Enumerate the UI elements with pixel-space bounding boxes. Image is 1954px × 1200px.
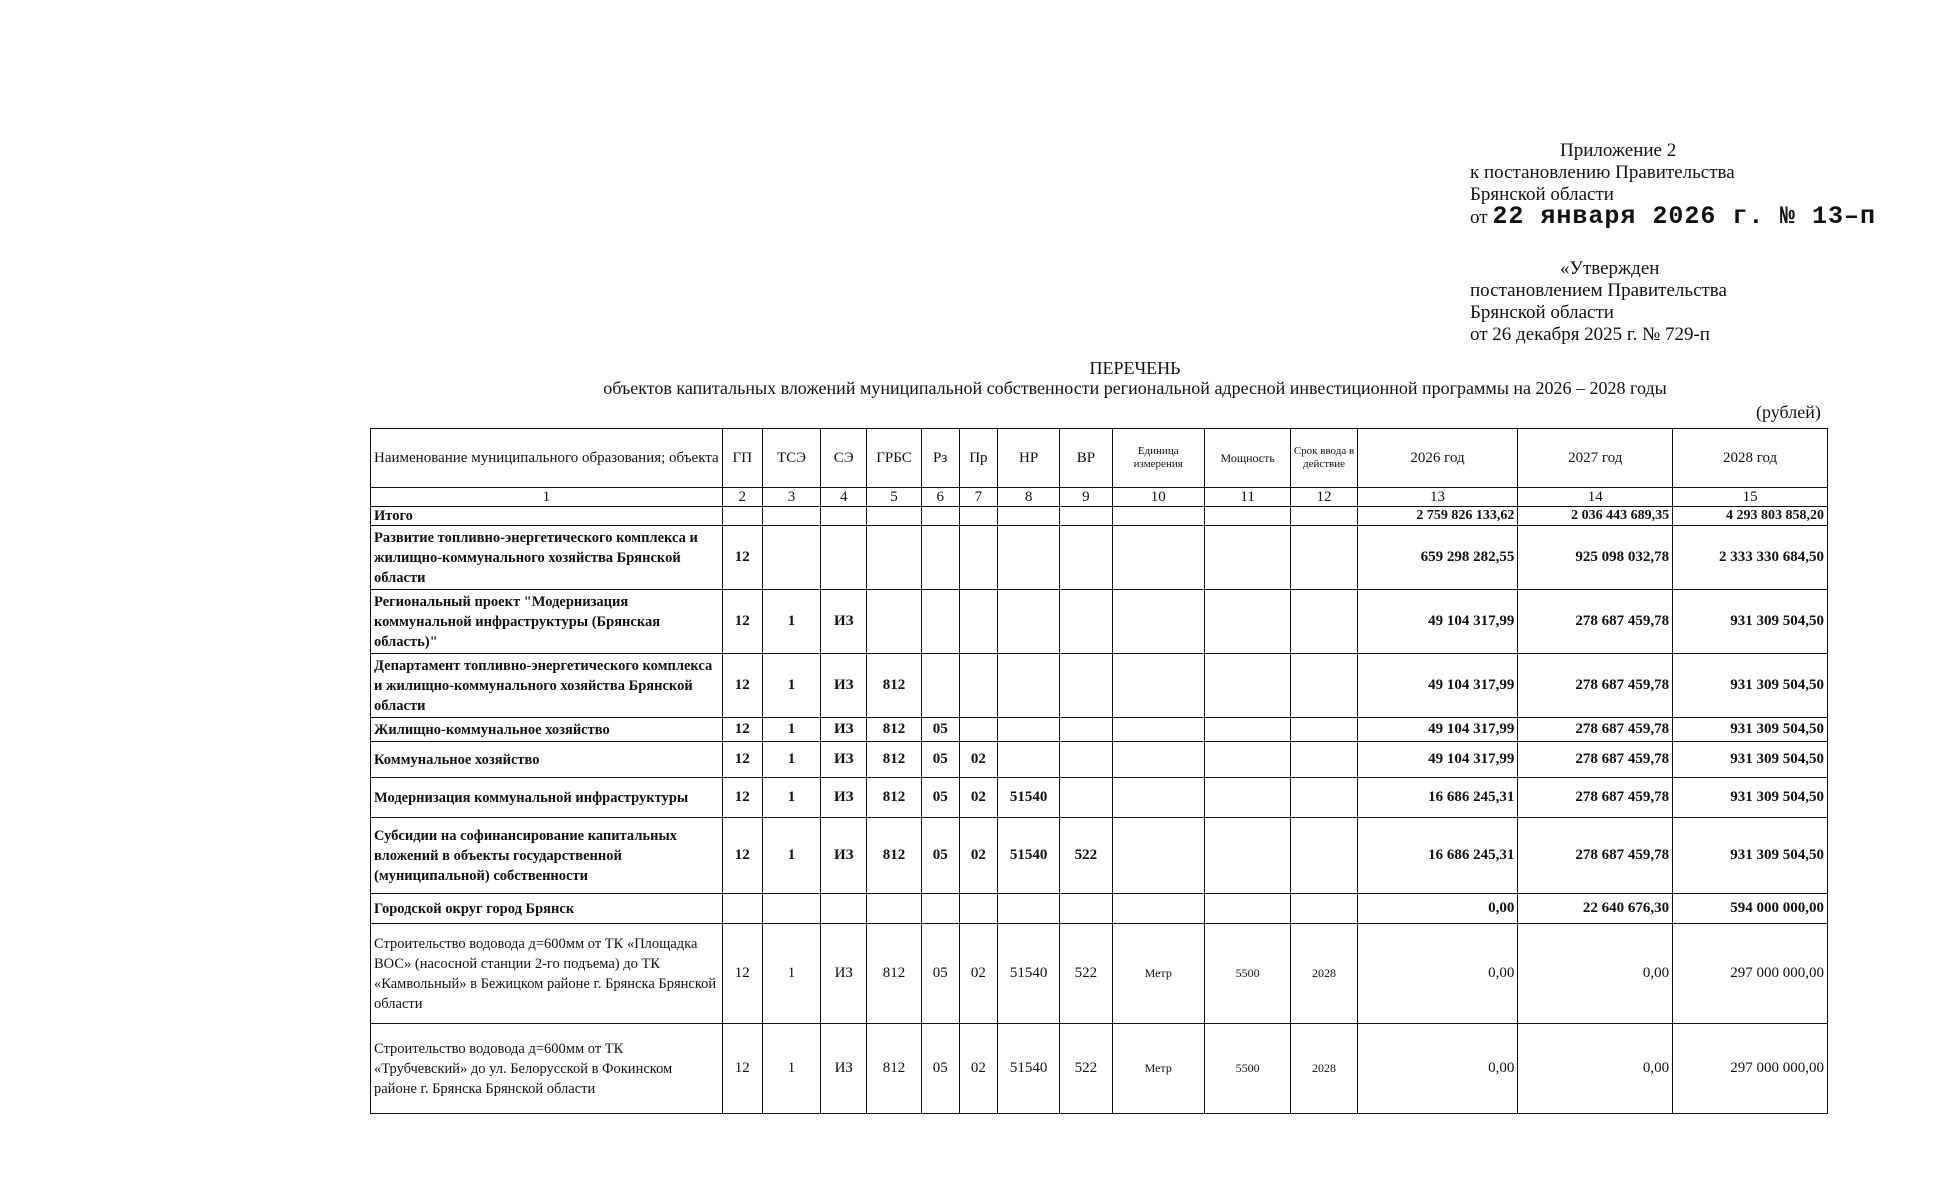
cell-gp: 12 <box>722 1024 762 1114</box>
cell-gp <box>722 507 762 526</box>
cell-power <box>1204 818 1290 894</box>
cell-nr <box>997 526 1059 590</box>
cell-y2027: 278 687 459,78 <box>1518 654 1673 718</box>
table-row <box>371 742 1828 778</box>
cell-pr <box>959 654 997 718</box>
approved-line-4: от 26 декабря 2025 г. № 729-п <box>1470 324 1710 345</box>
cell-power <box>1204 526 1290 590</box>
cell-se: ИЗ <box>821 590 867 654</box>
appendix-date: 22 января 2026 г. <box>1492 202 1765 231</box>
table-row <box>371 924 1828 1024</box>
cell-gp: 12 <box>722 778 762 818</box>
table-row <box>371 718 1828 742</box>
cell-term <box>1291 818 1357 894</box>
cell-gp: 12 <box>722 718 762 742</box>
column-header: Пр <box>959 429 997 488</box>
cell-rz <box>921 654 959 718</box>
column-header: ТСЭ <box>762 429 820 488</box>
cell-grbs <box>867 526 921 590</box>
cell-pr: 02 <box>959 818 997 894</box>
cell-y2028: 931 309 504,50 <box>1673 590 1828 654</box>
cell-rz <box>921 590 959 654</box>
column-header: ВР <box>1060 429 1112 488</box>
cell-nr: 51540 <box>997 1024 1059 1114</box>
cell-rz <box>921 507 959 526</box>
cell-pr <box>959 718 997 742</box>
cell-vr <box>1060 718 1112 742</box>
cell-y2027: 278 687 459,78 <box>1518 590 1673 654</box>
column-header: СЭ <box>821 429 867 488</box>
cell-pr: 02 <box>959 742 997 778</box>
cell-gp <box>722 894 762 924</box>
table-row <box>371 1024 1828 1114</box>
cell-se: ИЗ <box>821 1024 867 1114</box>
column-header: 2028 год <box>1673 429 1828 488</box>
cell-tse: 1 <box>762 590 820 654</box>
cell-grbs: 812 <box>867 654 921 718</box>
cell-y2027: 925 098 032,78 <box>1518 526 1673 590</box>
column-number: 6 <box>921 488 959 507</box>
row-name: Модернизация коммунальной инфраструктуры <box>371 778 723 818</box>
row-name: Строительство водовода д=600мм от ТК «Площадка ВОС» (насосной станции 2-го подъема) до ТК «Камвольный» в Бежицком районе г. Брянска Брянской области <box>371 924 723 1024</box>
appendix-number: № 13–п <box>1780 202 1877 231</box>
cell-grbs: 812 <box>867 742 921 778</box>
cell-gp: 12 <box>722 924 762 1024</box>
cell-tse <box>762 507 820 526</box>
cell-se: ИЗ <box>821 742 867 778</box>
cell-y2028: 4 293 803 858,20 <box>1673 507 1828 526</box>
cell-term <box>1291 778 1357 818</box>
cell-vr: 522 <box>1060 818 1112 894</box>
cell-y2026: 0,00 <box>1357 924 1518 1024</box>
approved-line-2: постановлением Правительства <box>1470 280 1727 301</box>
column-header: 2027 год <box>1518 429 1673 488</box>
cell-tse: 1 <box>762 778 820 818</box>
cell-y2027: 278 687 459,78 <box>1518 718 1673 742</box>
row-name: Итого <box>371 507 723 526</box>
table-row <box>371 526 1828 590</box>
cell-nr <box>997 507 1059 526</box>
column-number: 5 <box>867 488 921 507</box>
column-number: 14 <box>1518 488 1673 507</box>
cell-term <box>1291 718 1357 742</box>
cell-tse: 1 <box>762 654 820 718</box>
cell-se: ИЗ <box>821 718 867 742</box>
cell-rz: 05 <box>921 924 959 1024</box>
cell-tse <box>762 894 820 924</box>
approved-block <box>1470 258 1940 346</box>
appendix-header <box>1470 140 1940 234</box>
cell-term <box>1291 507 1357 526</box>
table-row <box>371 507 1828 526</box>
cell-rz: 05 <box>921 742 959 778</box>
column-header: ГРБС <box>867 429 921 488</box>
cell-term <box>1291 742 1357 778</box>
cell-unit <box>1112 718 1204 742</box>
document-title: ПЕРЕЧЕНЬ <box>1089 358 1181 378</box>
cell-grbs <box>867 894 921 924</box>
column-number: 13 <box>1357 488 1518 507</box>
cell-power <box>1204 718 1290 742</box>
cell-vr <box>1060 742 1112 778</box>
cell-power: 5500 <box>1204 924 1290 1024</box>
column-header: НР <box>997 429 1059 488</box>
cell-power <box>1204 507 1290 526</box>
cell-y2026: 49 104 317,99 <box>1357 718 1518 742</box>
cell-term <box>1291 526 1357 590</box>
column-number: 15 <box>1673 488 1828 507</box>
cell-power <box>1204 894 1290 924</box>
document-subtitle: объектов капитальных вложений муниципальной собственности региональной адресной инвестиционной программы на 2026 – 2028 годы <box>603 378 1667 398</box>
row-name: Городской округ город Брянск <box>371 894 723 924</box>
appendix-date-line <box>1470 202 1940 234</box>
units-label: (рублей) <box>1756 402 1821 422</box>
cell-tse: 1 <box>762 718 820 742</box>
column-number: 1 <box>371 488 723 507</box>
cell-y2027: 2 036 443 689,35 <box>1518 507 1673 526</box>
cell-y2028: 297 000 000,00 <box>1673 1024 1828 1114</box>
cell-pr: 02 <box>959 1024 997 1114</box>
cell-gp: 12 <box>722 818 762 894</box>
appendix-line-1: Приложение 2 <box>1560 140 1677 161</box>
table-body <box>371 507 1828 1114</box>
cell-y2027: 278 687 459,78 <box>1518 778 1673 818</box>
cell-y2026: 0,00 <box>1357 894 1518 924</box>
column-number: 9 <box>1060 488 1112 507</box>
cell-se <box>821 526 867 590</box>
column-number-row <box>371 488 1828 507</box>
cell-y2027: 278 687 459,78 <box>1518 742 1673 778</box>
cell-y2028: 931 309 504,50 <box>1673 718 1828 742</box>
cell-y2027: 0,00 <box>1518 1024 1673 1114</box>
cell-term <box>1291 654 1357 718</box>
cell-nr <box>997 590 1059 654</box>
cell-se <box>821 507 867 526</box>
cell-y2026: 16 686 245,31 <box>1357 818 1518 894</box>
cell-pr <box>959 526 997 590</box>
cell-vr <box>1060 778 1112 818</box>
column-number: 3 <box>762 488 820 507</box>
row-name: Департамент топливно-энергетического комплекса и жилищно-коммунального хозяйства Брянской области <box>371 654 723 718</box>
cell-grbs: 812 <box>867 778 921 818</box>
cell-nr <box>997 894 1059 924</box>
column-number: 4 <box>821 488 867 507</box>
appendix-date-prefix: от <box>1470 207 1488 228</box>
cell-power <box>1204 742 1290 778</box>
cell-power <box>1204 778 1290 818</box>
cell-unit <box>1112 818 1204 894</box>
cell-power <box>1204 654 1290 718</box>
cell-vr <box>1060 507 1112 526</box>
cell-nr: 51540 <box>997 924 1059 1024</box>
cell-se: ИЗ <box>821 778 867 818</box>
column-header: Единица измерения <box>1112 429 1204 488</box>
cell-unit <box>1112 894 1204 924</box>
cell-gp: 12 <box>722 742 762 778</box>
cell-gp: 12 <box>722 526 762 590</box>
cell-unit <box>1112 507 1204 526</box>
cell-gp: 12 <box>722 654 762 718</box>
cell-vr <box>1060 894 1112 924</box>
table-row <box>371 590 1828 654</box>
cell-pr: 02 <box>959 778 997 818</box>
cell-se <box>821 894 867 924</box>
cell-rz: 05 <box>921 818 959 894</box>
column-header: 2026 год <box>1357 429 1518 488</box>
cell-unit: Метр <box>1112 1024 1204 1114</box>
cell-power: 5500 <box>1204 1024 1290 1114</box>
appendix-line-2: к постановлению Правительства <box>1470 162 1735 183</box>
cell-power <box>1204 590 1290 654</box>
row-name: Субсидии на софинансирование капитальных вложений в объекты государственной (муниципальной) собственности <box>371 818 723 894</box>
cell-se: ИЗ <box>821 924 867 1024</box>
cell-vr <box>1060 526 1112 590</box>
cell-nr: 51540 <box>997 778 1059 818</box>
row-name: Жилищно-коммунальное хозяйство <box>371 718 723 742</box>
cell-unit <box>1112 778 1204 818</box>
cell-grbs: 812 <box>867 818 921 894</box>
cell-se: ИЗ <box>821 654 867 718</box>
cell-term <box>1291 590 1357 654</box>
column-number: 8 <box>997 488 1059 507</box>
cell-y2027: 278 687 459,78 <box>1518 818 1673 894</box>
table-row <box>371 818 1828 894</box>
row-name: Строительство водовода д=600мм от ТК «Трубчевский» до ул. Белорусской в Фокинском районе г. Брянска Брянской области <box>371 1024 723 1114</box>
column-header: Мощность <box>1204 429 1290 488</box>
cell-unit <box>1112 590 1204 654</box>
cell-y2026: 49 104 317,99 <box>1357 654 1518 718</box>
cell-y2026: 49 104 317,99 <box>1357 590 1518 654</box>
investment-table <box>370 428 1828 1114</box>
column-header: Срок ввода в действие <box>1291 429 1357 488</box>
approved-line-1: «Утвержден <box>1560 258 1660 279</box>
cell-y2026: 0,00 <box>1357 1024 1518 1114</box>
cell-rz: 05 <box>921 718 959 742</box>
column-header: ГП <box>722 429 762 488</box>
cell-vr: 522 <box>1060 924 1112 1024</box>
cell-y2028: 931 309 504,50 <box>1673 654 1828 718</box>
cell-grbs: 812 <box>867 1024 921 1114</box>
table-header-row <box>371 429 1828 488</box>
cell-grbs: 812 <box>867 718 921 742</box>
cell-vr <box>1060 654 1112 718</box>
cell-y2028: 2 333 330 684,50 <box>1673 526 1828 590</box>
cell-unit <box>1112 654 1204 718</box>
cell-grbs: 812 <box>867 924 921 1024</box>
column-number: 11 <box>1204 488 1290 507</box>
cell-gp: 12 <box>722 590 762 654</box>
column-number: 12 <box>1291 488 1357 507</box>
cell-pr <box>959 590 997 654</box>
row-name: Развитие топливно-энергетического комплекса и жилищно-коммунального хозяйства Брянской области <box>371 526 723 590</box>
cell-y2028: 594 000 000,00 <box>1673 894 1828 924</box>
row-name: Коммунальное хозяйство <box>371 742 723 778</box>
appendix-line-3: Брянской области <box>1470 184 1614 205</box>
column-number: 2 <box>722 488 762 507</box>
cell-y2027: 22 640 676,30 <box>1518 894 1673 924</box>
cell-tse: 1 <box>762 924 820 1024</box>
cell-y2026: 2 759 826 133,62 <box>1357 507 1518 526</box>
cell-term: 2028 <box>1291 1024 1357 1114</box>
cell-unit <box>1112 742 1204 778</box>
approved-line-3: Брянской области <box>1470 302 1614 323</box>
cell-grbs <box>867 507 921 526</box>
cell-nr <box>997 654 1059 718</box>
cell-unit: Метр <box>1112 924 1204 1024</box>
table-row <box>371 778 1828 818</box>
cell-tse: 1 <box>762 818 820 894</box>
column-header: Наименование муниципального образования; объекта <box>371 429 723 488</box>
table-row <box>371 654 1828 718</box>
cell-unit <box>1112 526 1204 590</box>
cell-rz <box>921 894 959 924</box>
cell-se: ИЗ <box>821 818 867 894</box>
table-row <box>371 894 1828 924</box>
cell-y2026: 49 104 317,99 <box>1357 742 1518 778</box>
cell-y2026: 16 686 245,31 <box>1357 778 1518 818</box>
cell-nr: 51540 <box>997 818 1059 894</box>
cell-y2026: 659 298 282,55 <box>1357 526 1518 590</box>
column-number: 7 <box>959 488 997 507</box>
cell-nr <box>997 742 1059 778</box>
cell-term <box>1291 894 1357 924</box>
cell-rz <box>921 526 959 590</box>
cell-rz: 05 <box>921 1024 959 1114</box>
cell-term: 2028 <box>1291 924 1357 1024</box>
cell-tse <box>762 526 820 590</box>
cell-y2028: 931 309 504,50 <box>1673 778 1828 818</box>
cell-nr <box>997 718 1059 742</box>
cell-y2028: 931 309 504,50 <box>1673 742 1828 778</box>
cell-pr <box>959 507 997 526</box>
cell-vr <box>1060 590 1112 654</box>
row-name: Региональный проект "Модернизация коммунальной инфраструктуры (Брянская область)" <box>371 590 723 654</box>
column-number: 10 <box>1112 488 1204 507</box>
cell-y2027: 0,00 <box>1518 924 1673 1024</box>
cell-tse: 1 <box>762 742 820 778</box>
cell-vr: 522 <box>1060 1024 1112 1114</box>
cell-tse: 1 <box>762 1024 820 1114</box>
cell-pr: 02 <box>959 924 997 1024</box>
cell-y2028: 931 309 504,50 <box>1673 818 1828 894</box>
cell-pr <box>959 894 997 924</box>
cell-rz: 05 <box>921 778 959 818</box>
cell-grbs <box>867 590 921 654</box>
column-header: Рз <box>921 429 959 488</box>
cell-y2028: 297 000 000,00 <box>1673 924 1828 1024</box>
